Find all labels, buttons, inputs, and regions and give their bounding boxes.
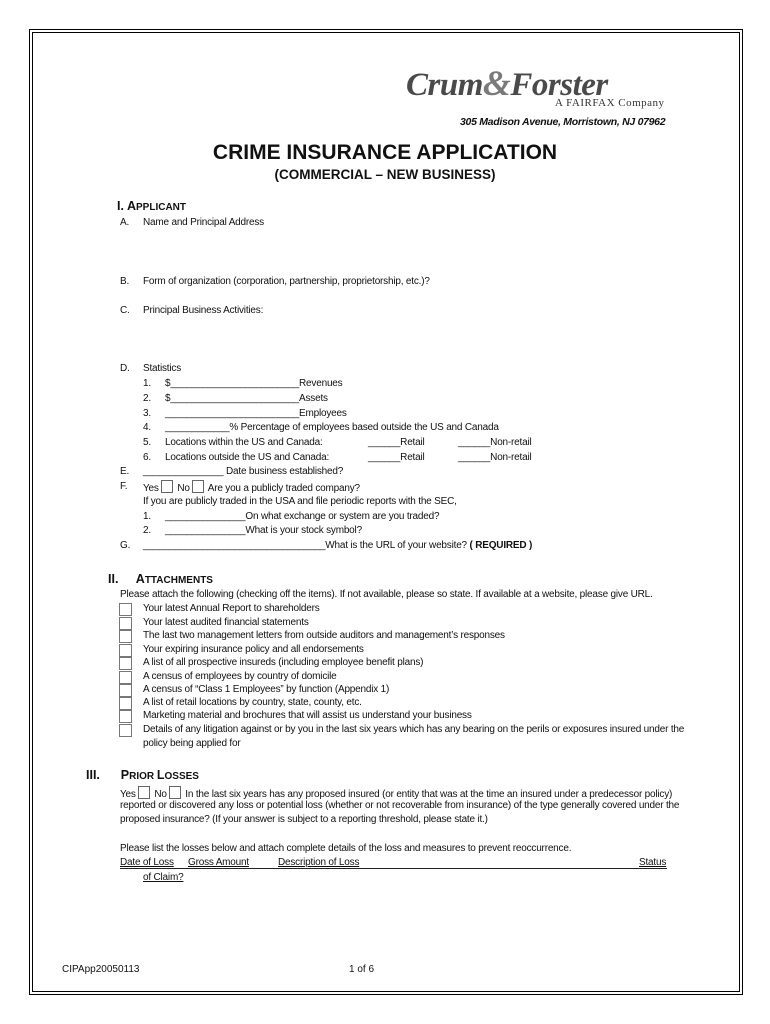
document-subtitle: (COMMERCIAL – NEW BUSINESS) <box>274 167 496 182</box>
section-heading-prior-losses: III. PRIOR LOSSES <box>86 768 199 782</box>
attachment-item-continued: policy being applied for <box>143 738 241 749</box>
prior-losses-question-row <box>120 786 672 800</box>
item-letter: B. <box>120 276 130 287</box>
attachment-checkbox[interactable] <box>119 644 132 657</box>
attachment-item: A list of retail locations by country, state, county, etc. <box>143 697 362 708</box>
attachment-checkbox[interactable] <box>119 684 132 697</box>
logo-subtitle: A FAIRFAX Company <box>555 97 665 109</box>
item-letter: D. <box>120 363 130 374</box>
attachment-item: Marketing material and brochures that will assist us understand your business <box>143 710 472 721</box>
retail-outside-field[interactable]: ______Retail <box>368 452 425 463</box>
name-address-label: Name and Principal Address <box>143 217 264 228</box>
column-header-status-continued: of Claim? <box>143 872 184 883</box>
column-header-amount: Gross Amount <box>188 857 249 868</box>
retail-within-field[interactable]: ______Retail <box>368 437 425 448</box>
page-number: 1 of 6 <box>349 964 375 975</box>
section-heading-attachments: II. ATTACHMENTS <box>108 572 213 586</box>
stock-symbol-field[interactable]: _______________What is your stock symbol? <box>165 525 362 536</box>
company-logo: Crum&Forster <box>406 63 608 103</box>
document-title: CRIME INSURANCE APPLICATION <box>212 141 558 164</box>
item-letter: G. <box>120 540 131 551</box>
assets-field[interactable]: $________________________Assets <box>165 393 328 404</box>
company-address: 305 Madison Avenue, Morristown, NJ 07962 <box>460 116 666 128</box>
attachment-checkbox[interactable] <box>119 724 132 737</box>
stat-number: 2. <box>143 393 151 404</box>
attachment-item: A census of “Class 1 Employees” by function (Appendix 1) <box>143 684 390 695</box>
nonretail-within-field[interactable]: ______Non-retail <box>458 437 532 448</box>
item-letter: A. <box>120 217 130 228</box>
date-established-field[interactable]: _______________ Date business established? <box>143 466 344 477</box>
attachment-item: Your latest Annual Report to shareholders <box>143 603 320 614</box>
website-url-field[interactable]: __________________________________What is the URL of your website? <box>143 540 467 551</box>
stat-number: 4. <box>143 422 151 433</box>
form-code: CIPApp20050113 <box>62 964 140 975</box>
column-header-date: Date of Loss <box>120 857 174 868</box>
sub-number: 1. <box>143 511 151 522</box>
prior-losses-question-line: reported or discovered any loss or potential loss (whether or not recoverable from insurance) of the type generally covered under the <box>120 800 680 811</box>
exchange-field[interactable]: _______________On what exchange or system are you traded? <box>165 511 440 522</box>
statistics-label: Statistics <box>143 363 182 374</box>
prior-losses-yes-checkbox[interactable] <box>138 786 150 799</box>
attachment-item: Your latest audited financial statements <box>143 617 309 628</box>
item-letter: E. <box>120 466 130 477</box>
attachments-intro: Please attach the following (checking off the items). If not available, please so state. If available at a website, please give URL. <box>120 589 653 600</box>
stat-number: 5. <box>143 437 151 448</box>
sec-filing-note: If you are publicly traded in the USA and file periodic reports with the SEC, <box>143 496 457 507</box>
attachment-checkbox[interactable] <box>119 671 132 684</box>
attachment-checkbox[interactable] <box>119 603 132 616</box>
required-label: ( REQUIRED ) <box>469 540 533 551</box>
attachment-item: Your expiring insurance policy and all endorsements <box>143 644 364 655</box>
publicly-traded-no-checkbox[interactable] <box>192 480 204 493</box>
attachment-checkbox[interactable] <box>119 630 132 643</box>
no-label: No <box>154 789 167 800</box>
publicly-traded-yes-checkbox[interactable] <box>161 480 173 493</box>
attachment-checkbox[interactable] <box>119 617 132 630</box>
item-letter: C. <box>120 305 130 316</box>
locations-outside-label: Locations outside the US and Canada: <box>165 452 330 463</box>
attachment-checkbox[interactable] <box>119 710 132 723</box>
employee-percentage-field[interactable]: ____________% Percentage of employees based outside the US and Canada <box>165 422 499 433</box>
column-header-status: Status <box>639 857 667 868</box>
business-activities-label: Principal Business Activities: <box>143 305 264 316</box>
prior-losses-question-line: proposed insurance? (If your answer is subject to a reporting threshold, please state it.) <box>120 814 488 825</box>
organization-form-label: Form of organization (corporation, partnership, proprietorship, etc.)? <box>143 276 430 287</box>
attachment-item: The last two management letters from outside auditors and management’s responses <box>143 630 505 641</box>
yes-label: Yes <box>120 789 136 800</box>
attachment-item: A list of all prospective insureds (including employee benefit plans) <box>143 657 424 668</box>
stat-number: 1. <box>143 378 151 389</box>
attachment-item: Details of any litigation against or by you in the last six years which has any bearing on the perils or exposures insured under the <box>143 724 685 735</box>
employees-field[interactable]: _________________________Employees <box>165 408 347 419</box>
table-header-rule <box>120 868 667 869</box>
yes-label: Yes <box>143 483 159 494</box>
item-letter: F. <box>120 481 128 492</box>
no-label: No <box>177 483 190 494</box>
attachment-checkbox[interactable] <box>119 697 132 710</box>
attachment-checkbox[interactable] <box>119 657 132 670</box>
publicly-traded-row <box>143 480 360 494</box>
column-header-description: Description of Loss <box>278 857 360 868</box>
prior-losses-question-line: In the last six years has any proposed insured (or entity that was at the time an insured under a predecessor policy) <box>185 789 673 800</box>
losses-list-instructions: Please list the losses below and attach complete details of the loss and measures to prevent reoccurrence. <box>120 843 572 854</box>
publicly-traded-question: Are you a publicly traded company? <box>207 483 360 494</box>
locations-within-label: Locations within the US and Canada: <box>165 437 323 448</box>
prior-losses-no-checkbox[interactable] <box>169 786 181 799</box>
attachment-item: A census of employees by country of domicile <box>143 671 337 682</box>
stat-number: 3. <box>143 408 151 419</box>
section-heading-applicant: I. APPLICANT <box>117 199 186 213</box>
website-url-row[interactable] <box>143 540 532 551</box>
stat-number: 6. <box>143 452 151 463</box>
nonretail-outside-field[interactable]: ______Non-retail <box>458 452 532 463</box>
revenues-field[interactable]: $________________________Revenues <box>165 378 343 389</box>
sub-number: 2. <box>143 525 151 536</box>
